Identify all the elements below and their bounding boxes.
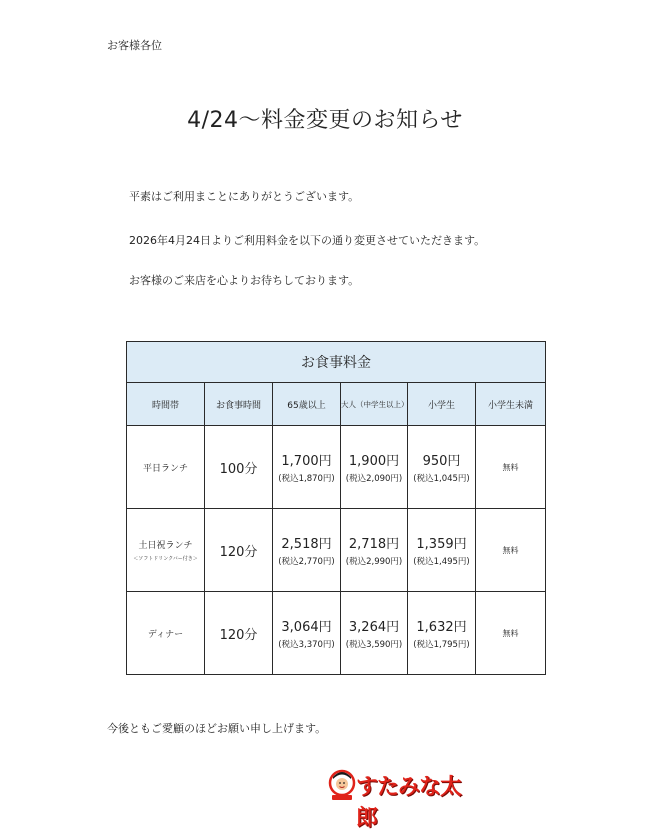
brand-logo — [328, 768, 464, 831]
price-adult: 2,718円 — [348, 537, 400, 552]
price-adult: 1,900円 — [348, 454, 400, 469]
price-infant: 無料 — [476, 592, 546, 675]
price-senior: 3,064円 — [281, 620, 332, 635]
price-cell-adult — [341, 592, 408, 675]
mascot-icon — [328, 768, 356, 802]
price-cell-child — [408, 592, 476, 675]
price-cell-adult — [341, 509, 408, 592]
table-row — [127, 592, 546, 675]
price-cell-senior — [273, 592, 341, 675]
header-meal-duration: お食事時間 — [205, 383, 273, 426]
table-row — [127, 509, 546, 592]
time-slot-label: ディナー — [147, 629, 184, 640]
header-infant: 小学生未満 — [476, 383, 546, 426]
paragraph-change-notice: 2026年4月24日よりご利用料金を以下の通り変更させていただきます。 — [129, 234, 486, 247]
price-infant: 無料 — [476, 509, 546, 592]
duration-cell: 100分 — [205, 426, 273, 509]
table-header-row — [127, 383, 546, 426]
price-child-tax: (税込1,795円) — [413, 640, 470, 650]
closing-remark: 今後ともご愛顧のほどお願い申し上げます。 — [107, 722, 327, 735]
price-child: 1,359円 — [416, 537, 467, 552]
time-slot-note: ＜ソフトドリンクバー付き＞ — [133, 556, 198, 562]
header-senior: 65歳以上 — [273, 383, 341, 426]
table-caption: お食事料金 — [127, 342, 546, 383]
page-title: 4/24〜料金変更のお知らせ — [187, 108, 463, 133]
paragraph-greeting: 平素はご利用まことにありがとうございます。 — [129, 190, 360, 203]
paragraph-welcome: お客様のご来店を心よりお待ちしております。 — [129, 274, 360, 287]
price-adult: 3,264円 — [348, 620, 400, 635]
price-child: 950円 — [422, 454, 461, 469]
header-time-slot: 時間帯 — [127, 383, 205, 426]
price-senior-tax: (税込2,770円) — [278, 557, 335, 567]
time-slot-cell — [127, 509, 205, 592]
price-infant: 無料 — [476, 426, 546, 509]
price-child-tax: (税込1,495円) — [413, 557, 470, 567]
price-cell-senior — [273, 426, 341, 509]
table-row — [127, 426, 546, 509]
price-child-tax: (税込1,045円) — [413, 474, 470, 484]
price-cell-child — [408, 426, 476, 509]
duration-cell: 120分 — [205, 509, 273, 592]
header-child: 小学生 — [408, 383, 476, 426]
price-adult-tax: (税込3,590円) — [345, 640, 403, 650]
time-slot-cell — [127, 592, 205, 675]
price-adult-tax: (税込2,990円) — [345, 557, 403, 567]
pricing-table — [126, 341, 546, 675]
time-slot-label: 土日祝ランチ — [138, 541, 193, 551]
time-slot-label: 平日ランチ — [142, 463, 188, 474]
price-cell-senior — [273, 509, 341, 592]
header-adult: 大人（中学生以上） — [341, 383, 408, 426]
price-senior-tax: (税込1,870円) — [278, 474, 335, 484]
price-adult-tax: (税込2,090円) — [345, 474, 403, 484]
price-senior: 1,700円 — [281, 454, 332, 469]
time-slot-cell — [127, 426, 205, 509]
price-child: 1,632円 — [416, 620, 467, 635]
price-cell-child — [408, 509, 476, 592]
logo-text: すたみな太郎 — [356, 775, 462, 831]
price-senior: 2,518円 — [281, 537, 332, 552]
duration-cell: 120分 — [205, 592, 273, 675]
price-senior-tax: (税込3,370円) — [278, 640, 335, 650]
price-cell-adult — [341, 426, 408, 509]
salutation: お客様各位 — [107, 39, 162, 52]
